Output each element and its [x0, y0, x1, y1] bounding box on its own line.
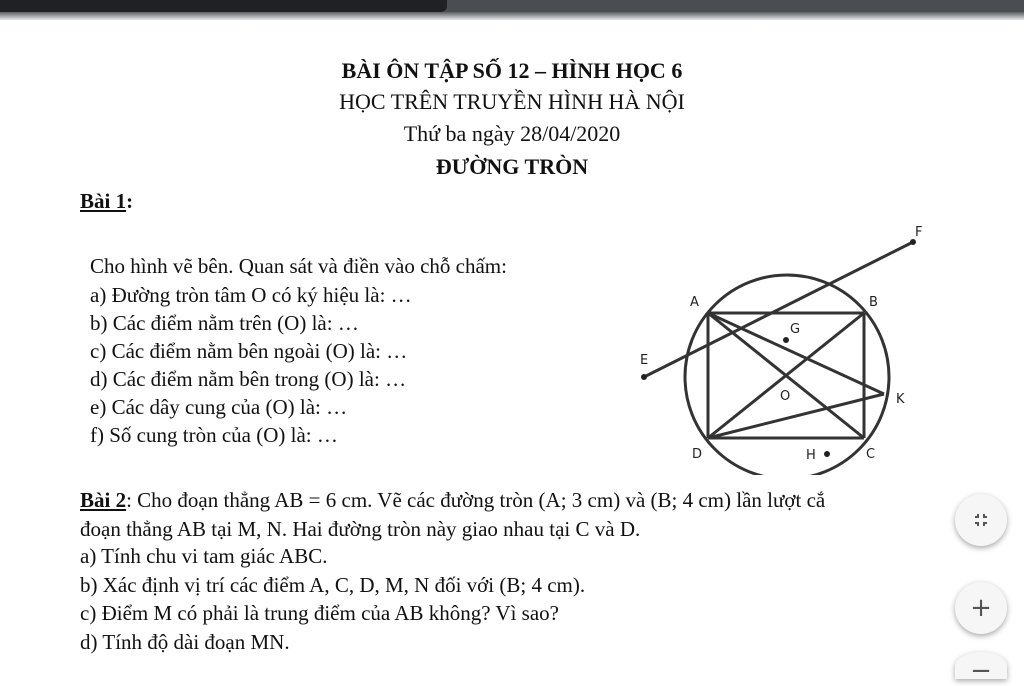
label-o: O: [780, 389, 791, 404]
bai2-item-b: b) Xác định vị trí các điểm A, C, D, M, N đối với (B; 4 cm).: [80, 573, 586, 597]
document-date: Thứ ba ngày 28/04/2020: [403, 121, 621, 146]
bai2-item-d: d) Tính độ dài đoạn MN.: [80, 630, 290, 654]
top-bar-shadow: [0, 12, 1024, 20]
bai2-line1-text: : Cho đoạn thẳng AB = 6 cm. Vẽ các đường tròn (A; 3 cm) và (B; 4 cm) lần lượt cắ: [126, 488, 826, 512]
point-e: [641, 374, 647, 380]
label-c: C: [866, 447, 876, 462]
browser-top-bar: [0, 0, 1024, 20]
zoom-in-button[interactable]: [955, 582, 1007, 634]
point-g: [783, 337, 789, 343]
bai1-heading-colon: :: [126, 189, 134, 213]
bai1-item-c: c) Các điểm nằm bên ngoài (O) là: …: [90, 339, 408, 363]
bai1-heading: [80, 189, 133, 214]
bai1-item-d: d) Các điểm nằm bên trong (O) là: …: [90, 367, 407, 391]
zoom-out-button[interactable]: [955, 652, 1007, 686]
bai2-line1: [80, 488, 825, 513]
bai1-item-b: b) Các điểm nằm trên (O) là: …: [90, 311, 359, 335]
bai1-item-e: e) Các dây cung của (O) là: …: [90, 395, 348, 419]
exit-fullscreen-button[interactable]: [955, 494, 1007, 546]
label-e: E: [640, 353, 649, 368]
point-h: [824, 451, 830, 457]
bai1-intro: Cho hình vẽ bên. Quan sát và điền vào chỗ chấm:: [90, 254, 507, 278]
plus-icon: +: [970, 593, 992, 623]
bai2-line2: đoạn thẳng AB tại M, N. Hai đường tròn này giao nhau tại C và D.: [80, 517, 641, 541]
bai2-heading: Bài 2: [80, 488, 127, 512]
label-k: K: [896, 392, 905, 407]
label-f: F: [915, 225, 923, 240]
label-b: B: [869, 295, 878, 310]
circle-figure: [620, 215, 940, 475]
minus-icon: −: [970, 656, 992, 686]
exit-fullscreen-icon: [970, 509, 992, 531]
bai1-heading-label: Bài 1: [80, 189, 127, 213]
bai1-item-a: a) Đường tròn tâm O có ký hiệu là: …: [90, 283, 412, 307]
label-g: G: [790, 322, 801, 337]
bai1-item-f: f) Số cung tròn của (O) là: …: [90, 423, 338, 447]
label-a: A: [690, 295, 699, 310]
document-subtitle: HỌC TRÊN TRUYỀN HÌNH HÀ NỘI: [339, 89, 685, 114]
document-topic: ĐƯỜNG TRÒN: [435, 154, 589, 179]
bai2-item-a: a) Tính chu vi tam giác ABC.: [80, 544, 328, 568]
top-bar-tab-area: [0, 0, 447, 12]
label-d: D: [692, 447, 703, 462]
label-h: H: [806, 448, 816, 463]
bai2-item-c: c) Điểm M có phải là trung điểm của AB không? Vì sao?: [80, 601, 560, 625]
document-title: BÀI ÔN TẬP SỐ 12 – HÌNH HỌC 6: [341, 58, 683, 83]
